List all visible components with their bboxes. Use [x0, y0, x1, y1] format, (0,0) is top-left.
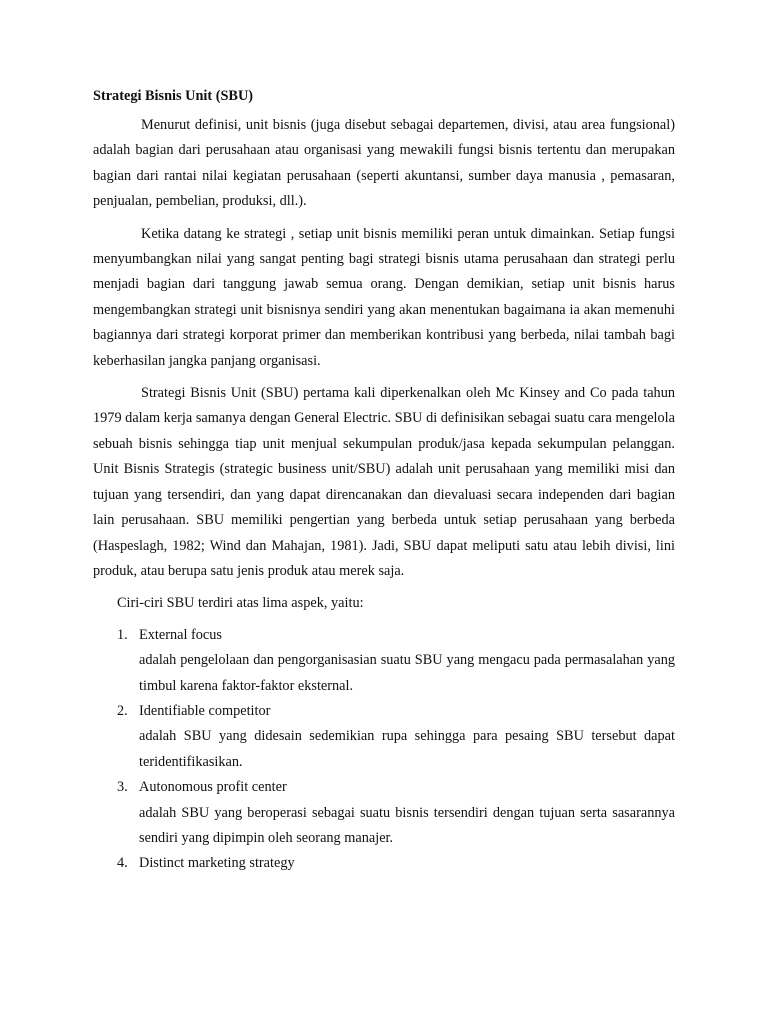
list-item-number: 3. — [117, 779, 128, 796]
characteristics-list — [93, 623, 675, 877]
list-item-heading: Distinct marketing strategy — [139, 855, 295, 872]
list-item-number: 1. — [117, 626, 128, 643]
list-item — [93, 775, 675, 851]
paragraph-definition: Menurut definisi, unit bisnis (juga disebut sebagai departemen, divisi, atau area fungsional) adalah bagian dari perusahaan atau organisasi yang mewakili fungsi bisnis tertentu dan merupakan bagian dari rantai nilai kegiatan perusahaan (seperti akuntansi, sumber daya manusia , pemasaran, penjualan, pembelian, produksi, dll.). — [93, 117, 675, 210]
document-page — [93, 86, 675, 877]
document-title: Strategi Bisnis Unit (SBU) — [93, 88, 254, 104]
list-item-number: 4. — [117, 855, 128, 872]
list-item — [93, 699, 675, 775]
list-item-description: adalah SBU yang beroperasi sebagai suatu bisnis tersendiri dengan tujuan serta sasarannya sendiri yang dipimpin oleh seorang manajer. — [139, 804, 675, 846]
paragraph-sbu-history: Strategi Bisnis Unit (SBU) pertama kali diperkenalkan oleh Mc Kinsey and Co pada tahun 1979 dalam kerja samanya dengan General Electric. SBU di definisikan sebagai suatu cara mengelola sebuah bisnis sehingga tiap unit menjual sekumpulan produk/jasa kepada sekumpulan pelanggan. Unit Bisnis Strategis (strategic business unit/SBU) adalah unit perusahaan yang memiliki misi dan tujuan yang tersendiri, dan yang dapat direncanakan dan dievaluasi secara independen dari bagian lain perusahaan. SBU memiliki pengertian yang berbeda untuk setiap perusahaan yang berbeda (Haspeslagh, 1982; Wind dan Mahajan, 1981). Jadi, SBU dapat meliputi satu atau lebih divisi, lini produk, atau berupa satu jenis produk atau merek saja. — [93, 385, 675, 579]
list-item-heading: Identifiable competitor — [139, 702, 271, 719]
list-item — [93, 851, 675, 876]
paragraph-strategy-role: Ketika datang ke strategi , setiap unit bisnis memiliki peran untuk dimainkan. Setiap fungsi menyumbangkan nilai yang sangat penting bagi strategi bisnis utama perusahaan dan strategi perlu menjadi bagian dari tanggung jawab semua orang. Dengan demikian, setiap unit bisnis harus mengembangkan strategi unit bisnisnya sendiri yang akan menentukan bagaimana ia akan memenuhi bagiannya dari strategi korporat primer dan memberikan kontribusi yang berbeda, nilai tambah bagi keberhasilan jangka panjang organisasi. — [93, 225, 675, 369]
list-item-description: adalah SBU yang didesain sedemikian rupa sehingga para pesaing SBU tersebut dapat teridentifikasikan. — [139, 728, 675, 770]
list-item-heading: Autonomous profit center — [139, 779, 287, 796]
list-item-description: adalah pengelolaan dan pengorganisasian suatu SBU yang mengacu pada permasalahan yang timbul karena faktor-faktor eksternal. — [139, 652, 675, 694]
list-intro: Ciri-ciri SBU terdiri atas lima aspek, yaitu: — [117, 595, 364, 612]
list-item-heading: External focus — [139, 626, 222, 643]
list-item-number: 2. — [117, 702, 128, 719]
list-item — [93, 623, 675, 699]
